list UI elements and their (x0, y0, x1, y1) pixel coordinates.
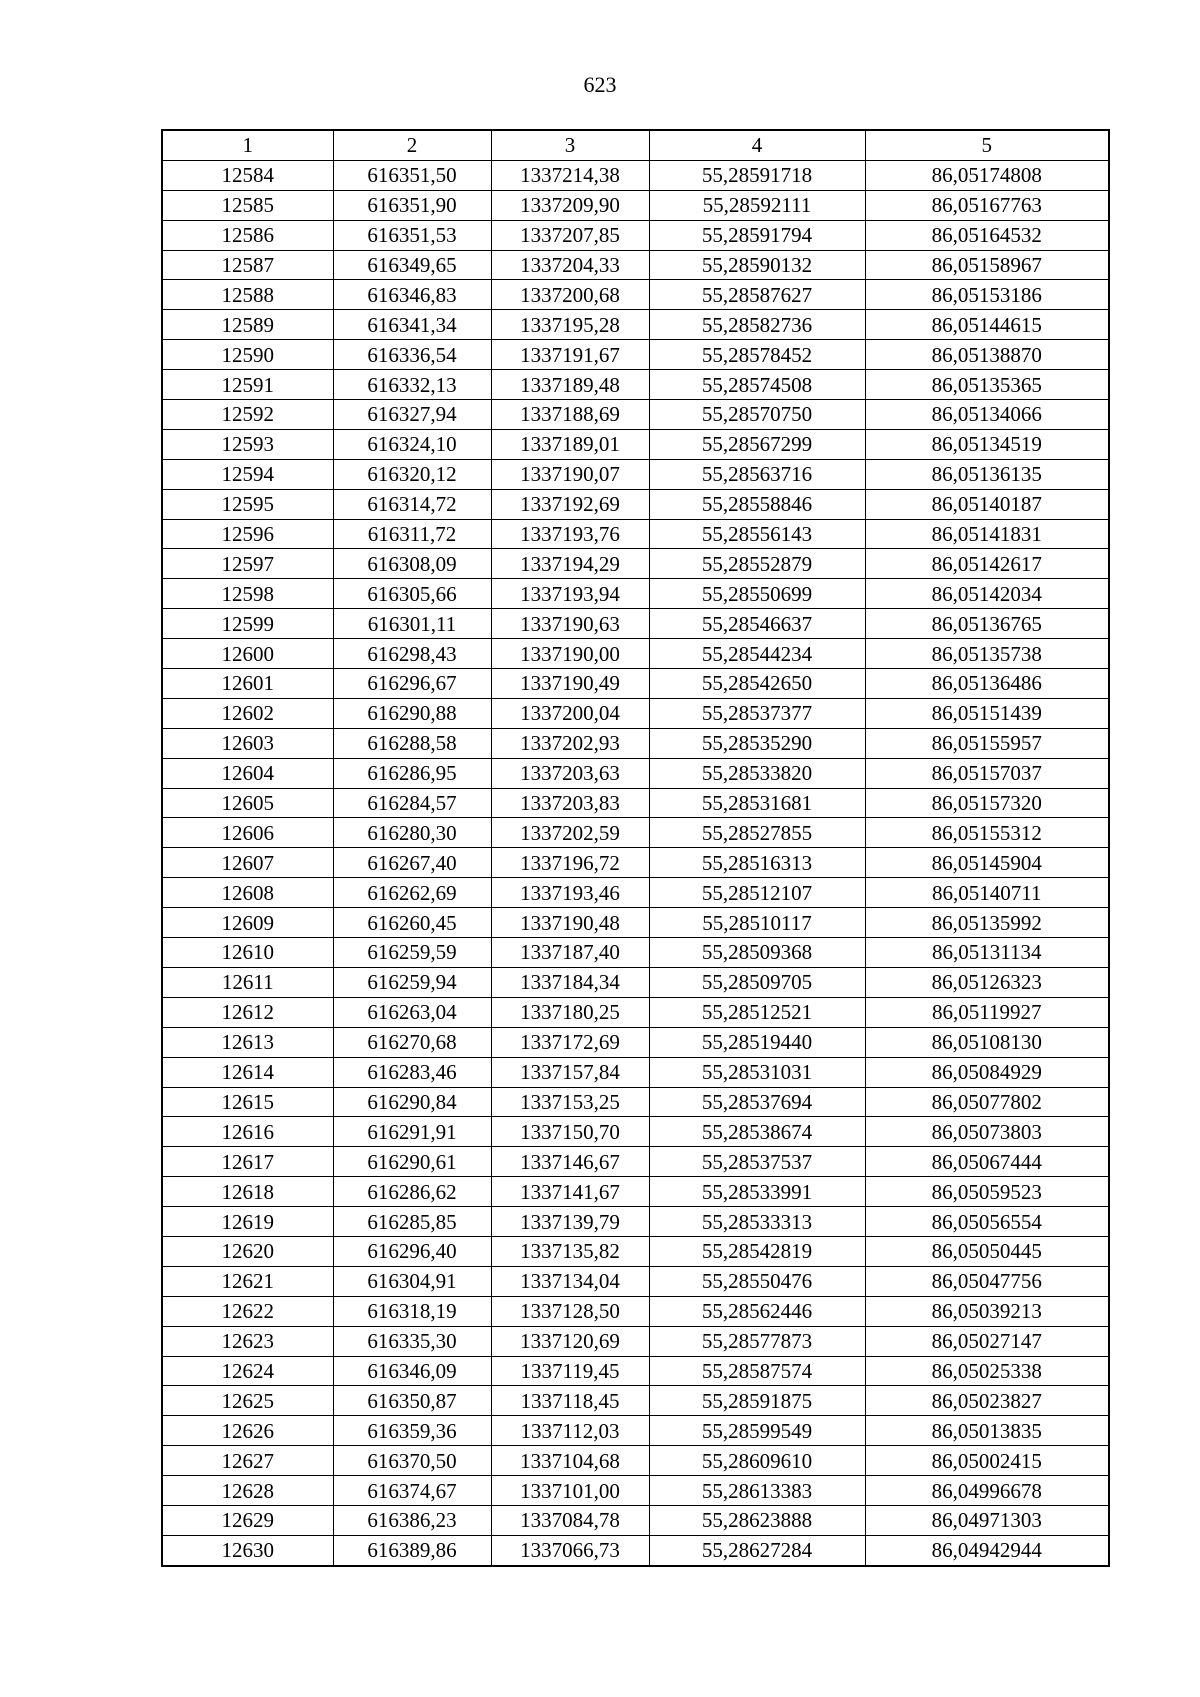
point-number-cell: 12600 (162, 639, 333, 669)
y-coordinate-cell: 1337190,48 (491, 908, 649, 938)
y-coordinate-cell: 1337202,59 (491, 818, 649, 848)
latitude-cell: 55,28577873 (649, 1326, 865, 1356)
point-number-cell: 12617 (162, 1147, 333, 1177)
x-coordinate-cell: 616301,11 (333, 609, 491, 639)
y-coordinate-cell: 1337139,79 (491, 1207, 649, 1237)
point-number-cell: 12618 (162, 1177, 333, 1207)
longitude-cell: 86,05027147 (865, 1326, 1109, 1356)
point-number-cell: 12609 (162, 908, 333, 938)
x-coordinate-cell: 616260,45 (333, 908, 491, 938)
latitude-cell: 55,28538674 (649, 1117, 865, 1147)
y-coordinate-cell: 1337193,76 (491, 519, 649, 549)
y-coordinate-cell: 1337193,94 (491, 579, 649, 609)
longitude-cell: 86,05134066 (865, 400, 1109, 430)
point-number-cell: 12622 (162, 1296, 333, 1326)
column-header: 2 (333, 130, 491, 160)
x-coordinate-cell: 616262,69 (333, 878, 491, 908)
table-row (162, 1087, 1109, 1117)
point-number-cell: 12584 (162, 160, 333, 190)
table-row (162, 220, 1109, 250)
latitude-cell: 55,28591794 (649, 220, 865, 250)
latitude-cell: 55,28544234 (649, 639, 865, 669)
longitude-cell: 86,05157320 (865, 788, 1109, 818)
table-row (162, 1207, 1109, 1237)
x-coordinate-cell: 616286,95 (333, 758, 491, 788)
table-row (162, 938, 1109, 968)
longitude-cell: 86,05140711 (865, 878, 1109, 908)
table-row (162, 997, 1109, 1027)
latitude-cell: 55,28537537 (649, 1147, 865, 1177)
x-coordinate-cell: 616389,86 (333, 1535, 491, 1565)
coordinates-table (161, 129, 1110, 1567)
longitude-cell: 86,05155312 (865, 818, 1109, 848)
page-number: 623 (583, 72, 617, 97)
x-coordinate-cell: 616290,88 (333, 698, 491, 728)
point-number-cell: 12624 (162, 1356, 333, 1386)
latitude-cell: 55,28542819 (649, 1236, 865, 1266)
y-coordinate-cell: 1337153,25 (491, 1087, 649, 1117)
longitude-cell: 86,04971303 (865, 1505, 1109, 1535)
x-coordinate-cell: 616351,50 (333, 160, 491, 190)
longitude-cell: 86,05023827 (865, 1386, 1109, 1416)
latitude-cell: 55,28623888 (649, 1505, 865, 1535)
x-coordinate-cell: 616283,46 (333, 1057, 491, 1087)
x-coordinate-cell: 616341,34 (333, 310, 491, 340)
x-coordinate-cell: 616263,04 (333, 997, 491, 1027)
table-row (162, 908, 1109, 938)
point-number-cell: 12599 (162, 609, 333, 639)
x-coordinate-cell: 616291,91 (333, 1117, 491, 1147)
latitude-cell: 55,28578452 (649, 340, 865, 370)
y-coordinate-cell: 1337187,40 (491, 938, 649, 968)
latitude-cell: 55,28613383 (649, 1476, 865, 1506)
y-coordinate-cell: 1337172,69 (491, 1027, 649, 1057)
x-coordinate-cell: 616318,19 (333, 1296, 491, 1326)
table-row (162, 728, 1109, 758)
table-row (162, 639, 1109, 669)
x-coordinate-cell: 616288,58 (333, 728, 491, 758)
latitude-cell: 55,28550699 (649, 579, 865, 609)
longitude-cell: 86,04942944 (865, 1535, 1109, 1565)
longitude-cell: 86,05126323 (865, 967, 1109, 997)
point-number-cell: 12585 (162, 190, 333, 220)
x-coordinate-cell: 616374,67 (333, 1476, 491, 1506)
x-coordinate-cell: 616350,87 (333, 1386, 491, 1416)
table-row (162, 1446, 1109, 1476)
y-coordinate-cell: 1337104,68 (491, 1446, 649, 1476)
table-row (162, 340, 1109, 370)
point-number-cell: 12590 (162, 340, 333, 370)
table-row (162, 848, 1109, 878)
latitude-cell: 55,28512107 (649, 878, 865, 908)
latitude-cell: 55,28563716 (649, 459, 865, 489)
point-number-cell: 12629 (162, 1505, 333, 1535)
table-row (162, 609, 1109, 639)
table-row (162, 788, 1109, 818)
longitude-cell: 86,05039213 (865, 1296, 1109, 1326)
point-number-cell: 12591 (162, 370, 333, 400)
latitude-cell: 55,28537377 (649, 698, 865, 728)
y-coordinate-cell: 1337190,49 (491, 669, 649, 699)
table-body (162, 160, 1109, 1565)
point-number-cell: 12623 (162, 1326, 333, 1356)
longitude-cell: 86,05073803 (865, 1117, 1109, 1147)
table-row (162, 400, 1109, 430)
point-number-cell: 12613 (162, 1027, 333, 1057)
table-row (162, 280, 1109, 310)
table-row (162, 1326, 1109, 1356)
x-coordinate-cell: 616296,67 (333, 669, 491, 699)
y-coordinate-cell: 1337200,04 (491, 698, 649, 728)
longitude-cell: 86,05136135 (865, 459, 1109, 489)
point-number-cell: 12604 (162, 758, 333, 788)
longitude-cell: 86,04996678 (865, 1476, 1109, 1506)
point-number-cell: 12594 (162, 459, 333, 489)
latitude-cell: 55,28599549 (649, 1416, 865, 1446)
latitude-cell: 55,28546637 (649, 609, 865, 639)
y-coordinate-cell: 1337134,04 (491, 1266, 649, 1296)
y-coordinate-cell: 1337196,72 (491, 848, 649, 878)
y-coordinate-cell: 1337189,01 (491, 429, 649, 459)
y-coordinate-cell: 1337192,69 (491, 489, 649, 519)
point-number-cell: 12586 (162, 220, 333, 250)
y-coordinate-cell: 1337200,68 (491, 280, 649, 310)
longitude-cell: 86,05047756 (865, 1266, 1109, 1296)
x-coordinate-cell: 616386,23 (333, 1505, 491, 1535)
point-number-cell: 12621 (162, 1266, 333, 1296)
table-row (162, 1296, 1109, 1326)
table-row (162, 1177, 1109, 1207)
longitude-cell: 86,05164532 (865, 220, 1109, 250)
table-row (162, 1236, 1109, 1266)
longitude-cell: 86,05142034 (865, 579, 1109, 609)
longitude-cell: 86,05140187 (865, 489, 1109, 519)
longitude-cell: 86,05145904 (865, 848, 1109, 878)
column-header: 5 (865, 130, 1109, 160)
latitude-cell: 55,28535290 (649, 728, 865, 758)
longitude-cell: 86,05151439 (865, 698, 1109, 728)
point-number-cell: 12615 (162, 1087, 333, 1117)
latitude-cell: 55,28627284 (649, 1535, 865, 1565)
y-coordinate-cell: 1337203,83 (491, 788, 649, 818)
longitude-cell: 86,05002415 (865, 1446, 1109, 1476)
longitude-cell: 86,05141831 (865, 519, 1109, 549)
longitude-cell: 86,05108130 (865, 1027, 1109, 1057)
table-row (162, 818, 1109, 848)
longitude-cell: 86,05174808 (865, 160, 1109, 190)
latitude-cell: 55,28510117 (649, 908, 865, 938)
table-row (162, 459, 1109, 489)
x-coordinate-cell: 616296,40 (333, 1236, 491, 1266)
table-row (162, 669, 1109, 699)
point-number-cell: 12596 (162, 519, 333, 549)
point-number-cell: 12602 (162, 698, 333, 728)
x-coordinate-cell: 616290,84 (333, 1087, 491, 1117)
point-number-cell: 12626 (162, 1416, 333, 1446)
latitude-cell: 55,28562446 (649, 1296, 865, 1326)
latitude-cell: 55,28516313 (649, 848, 865, 878)
longitude-cell: 86,05135992 (865, 908, 1109, 938)
y-coordinate-cell: 1337084,78 (491, 1505, 649, 1535)
longitude-cell: 86,05158967 (865, 250, 1109, 280)
table-row (162, 549, 1109, 579)
y-coordinate-cell: 1337189,48 (491, 370, 649, 400)
x-coordinate-cell: 616280,30 (333, 818, 491, 848)
longitude-cell: 86,05056554 (865, 1207, 1109, 1237)
y-coordinate-cell: 1337118,45 (491, 1386, 649, 1416)
y-coordinate-cell: 1337135,82 (491, 1236, 649, 1266)
x-coordinate-cell: 616259,94 (333, 967, 491, 997)
longitude-cell: 86,05067444 (865, 1147, 1109, 1177)
longitude-cell: 86,05155957 (865, 728, 1109, 758)
x-coordinate-cell: 616284,57 (333, 788, 491, 818)
point-number-cell: 12620 (162, 1236, 333, 1266)
longitude-cell: 86,05138870 (865, 340, 1109, 370)
x-coordinate-cell: 616349,65 (333, 250, 491, 280)
point-number-cell: 12619 (162, 1207, 333, 1237)
longitude-cell: 86,05153186 (865, 280, 1109, 310)
x-coordinate-cell: 616285,85 (333, 1207, 491, 1237)
point-number-cell: 12595 (162, 489, 333, 519)
point-number-cell: 12606 (162, 818, 333, 848)
latitude-cell: 55,28533313 (649, 1207, 865, 1237)
y-coordinate-cell: 1337209,90 (491, 190, 649, 220)
y-coordinate-cell: 1337119,45 (491, 1356, 649, 1386)
x-coordinate-cell: 616267,40 (333, 848, 491, 878)
latitude-cell: 55,28591875 (649, 1386, 865, 1416)
table-row (162, 878, 1109, 908)
x-coordinate-cell: 616314,72 (333, 489, 491, 519)
point-number-cell: 12614 (162, 1057, 333, 1087)
longitude-cell: 86,05013835 (865, 1416, 1109, 1446)
point-number-cell: 12593 (162, 429, 333, 459)
table-row (162, 1535, 1109, 1565)
y-coordinate-cell: 1337204,33 (491, 250, 649, 280)
x-coordinate-cell: 616332,13 (333, 370, 491, 400)
latitude-cell: 55,28567299 (649, 429, 865, 459)
latitude-cell: 55,28558846 (649, 489, 865, 519)
y-coordinate-cell: 1337193,46 (491, 878, 649, 908)
x-coordinate-cell: 616346,83 (333, 280, 491, 310)
latitude-cell: 55,28531681 (649, 788, 865, 818)
column-header: 4 (649, 130, 865, 160)
x-coordinate-cell: 616259,59 (333, 938, 491, 968)
x-coordinate-cell: 616270,68 (333, 1027, 491, 1057)
longitude-cell: 86,05135738 (865, 639, 1109, 669)
point-number-cell: 12630 (162, 1535, 333, 1565)
table-row (162, 967, 1109, 997)
table-row (162, 1147, 1109, 1177)
table-row (162, 1266, 1109, 1296)
longitude-cell: 86,05142617 (865, 549, 1109, 579)
x-coordinate-cell: 616308,09 (333, 549, 491, 579)
point-number-cell: 12612 (162, 997, 333, 1027)
y-coordinate-cell: 1337207,85 (491, 220, 649, 250)
x-coordinate-cell: 616370,50 (333, 1446, 491, 1476)
table-row (162, 758, 1109, 788)
x-coordinate-cell: 616290,61 (333, 1147, 491, 1177)
y-coordinate-cell: 1337180,25 (491, 997, 649, 1027)
y-coordinate-cell: 1337203,63 (491, 758, 649, 788)
latitude-cell: 55,28527855 (649, 818, 865, 848)
latitude-cell: 55,28590132 (649, 250, 865, 280)
latitude-cell: 55,28587574 (649, 1356, 865, 1386)
y-coordinate-cell: 1337202,93 (491, 728, 649, 758)
latitude-cell: 55,28509368 (649, 938, 865, 968)
longitude-cell: 86,05136765 (865, 609, 1109, 639)
point-number-cell: 12610 (162, 938, 333, 968)
longitude-cell: 86,05059523 (865, 1177, 1109, 1207)
table-row (162, 429, 1109, 459)
y-coordinate-cell: 1337146,67 (491, 1147, 649, 1177)
y-coordinate-cell: 1337120,69 (491, 1326, 649, 1356)
latitude-cell: 55,28533820 (649, 758, 865, 788)
latitude-cell: 55,28609610 (649, 1446, 865, 1476)
point-number-cell: 12592 (162, 400, 333, 430)
y-coordinate-cell: 1337128,50 (491, 1296, 649, 1326)
longitude-cell: 86,05167763 (865, 190, 1109, 220)
latitude-cell: 55,28533991 (649, 1177, 865, 1207)
table-row (162, 1386, 1109, 1416)
latitude-cell: 55,28591718 (649, 160, 865, 190)
x-coordinate-cell: 616311,72 (333, 519, 491, 549)
longitude-cell: 86,05144615 (865, 310, 1109, 340)
y-coordinate-cell: 1337190,00 (491, 639, 649, 669)
table-row (162, 698, 1109, 728)
longitude-cell: 86,05157037 (865, 758, 1109, 788)
point-number-cell: 12628 (162, 1476, 333, 1506)
latitude-cell: 55,28582736 (649, 310, 865, 340)
point-number-cell: 12607 (162, 848, 333, 878)
y-coordinate-cell: 1337066,73 (491, 1535, 649, 1565)
y-coordinate-cell: 1337184,34 (491, 967, 649, 997)
latitude-cell: 55,28531031 (649, 1057, 865, 1087)
longitude-cell: 86,05084929 (865, 1057, 1109, 1087)
point-number-cell: 12601 (162, 669, 333, 699)
point-number-cell: 12616 (162, 1117, 333, 1147)
x-coordinate-cell: 616351,53 (333, 220, 491, 250)
table-row (162, 1117, 1109, 1147)
longitude-cell: 86,05119927 (865, 997, 1109, 1027)
y-coordinate-cell: 1337101,00 (491, 1476, 649, 1506)
latitude-cell: 55,28542650 (649, 669, 865, 699)
latitude-cell: 55,28552879 (649, 549, 865, 579)
longitude-cell: 86,05050445 (865, 1236, 1109, 1266)
table-row (162, 1476, 1109, 1506)
x-coordinate-cell: 616305,66 (333, 579, 491, 609)
longitude-cell: 86,05135365 (865, 370, 1109, 400)
longitude-cell: 86,05025338 (865, 1356, 1109, 1386)
point-number-cell: 12608 (162, 878, 333, 908)
table-row (162, 489, 1109, 519)
column-header: 1 (162, 130, 333, 160)
latitude-cell: 55,28537694 (649, 1087, 865, 1117)
y-coordinate-cell: 1337157,84 (491, 1057, 649, 1087)
latitude-cell: 55,28512521 (649, 997, 865, 1027)
y-coordinate-cell: 1337141,67 (491, 1177, 649, 1207)
y-coordinate-cell: 1337190,07 (491, 459, 649, 489)
longitude-cell: 86,05131134 (865, 938, 1109, 968)
longitude-cell: 86,05077802 (865, 1087, 1109, 1117)
table-row (162, 190, 1109, 220)
y-coordinate-cell: 1337188,69 (491, 400, 649, 430)
y-coordinate-cell: 1337195,28 (491, 310, 649, 340)
y-coordinate-cell: 1337194,29 (491, 549, 649, 579)
y-coordinate-cell: 1337150,70 (491, 1117, 649, 1147)
point-number-cell: 12588 (162, 280, 333, 310)
point-number-cell: 12603 (162, 728, 333, 758)
point-number-cell: 12598 (162, 579, 333, 609)
latitude-cell: 55,28570750 (649, 400, 865, 430)
longitude-cell: 86,05134519 (865, 429, 1109, 459)
table-row (162, 519, 1109, 549)
table-row (162, 1027, 1109, 1057)
point-number-cell: 12589 (162, 310, 333, 340)
table-header-row (162, 130, 1109, 160)
x-coordinate-cell: 616304,91 (333, 1266, 491, 1296)
latitude-cell: 55,28556143 (649, 519, 865, 549)
latitude-cell: 55,28587627 (649, 280, 865, 310)
x-coordinate-cell: 616336,54 (333, 340, 491, 370)
latitude-cell: 55,28509705 (649, 967, 865, 997)
x-coordinate-cell: 616335,30 (333, 1326, 491, 1356)
table-row (162, 250, 1109, 280)
x-coordinate-cell: 616324,10 (333, 429, 491, 459)
y-coordinate-cell: 1337214,38 (491, 160, 649, 190)
longitude-cell: 86,05136486 (865, 669, 1109, 699)
table-row (162, 579, 1109, 609)
x-coordinate-cell: 616327,94 (333, 400, 491, 430)
point-number-cell: 12597 (162, 549, 333, 579)
table-row (162, 1416, 1109, 1446)
latitude-cell: 55,28519440 (649, 1027, 865, 1057)
y-coordinate-cell: 1337112,03 (491, 1416, 649, 1446)
latitude-cell: 55,28574508 (649, 370, 865, 400)
y-coordinate-cell: 1337190,63 (491, 609, 649, 639)
column-header: 3 (491, 130, 649, 160)
x-coordinate-cell: 616351,90 (333, 190, 491, 220)
point-number-cell: 12605 (162, 788, 333, 818)
table-row (162, 160, 1109, 190)
point-number-cell: 12587 (162, 250, 333, 280)
table-row (162, 370, 1109, 400)
latitude-cell: 55,28592111 (649, 190, 865, 220)
latitude-cell: 55,28550476 (649, 1266, 865, 1296)
y-coordinate-cell: 1337191,67 (491, 340, 649, 370)
point-number-cell: 12611 (162, 967, 333, 997)
x-coordinate-cell: 616320,12 (333, 459, 491, 489)
x-coordinate-cell: 616286,62 (333, 1177, 491, 1207)
table-row (162, 1505, 1109, 1535)
point-number-cell: 12627 (162, 1446, 333, 1476)
point-number-cell: 12625 (162, 1386, 333, 1416)
table-row (162, 1356, 1109, 1386)
x-coordinate-cell: 616346,09 (333, 1356, 491, 1386)
table-row (162, 1057, 1109, 1087)
x-coordinate-cell: 616359,36 (333, 1416, 491, 1446)
x-coordinate-cell: 616298,43 (333, 639, 491, 669)
table-row (162, 310, 1109, 340)
